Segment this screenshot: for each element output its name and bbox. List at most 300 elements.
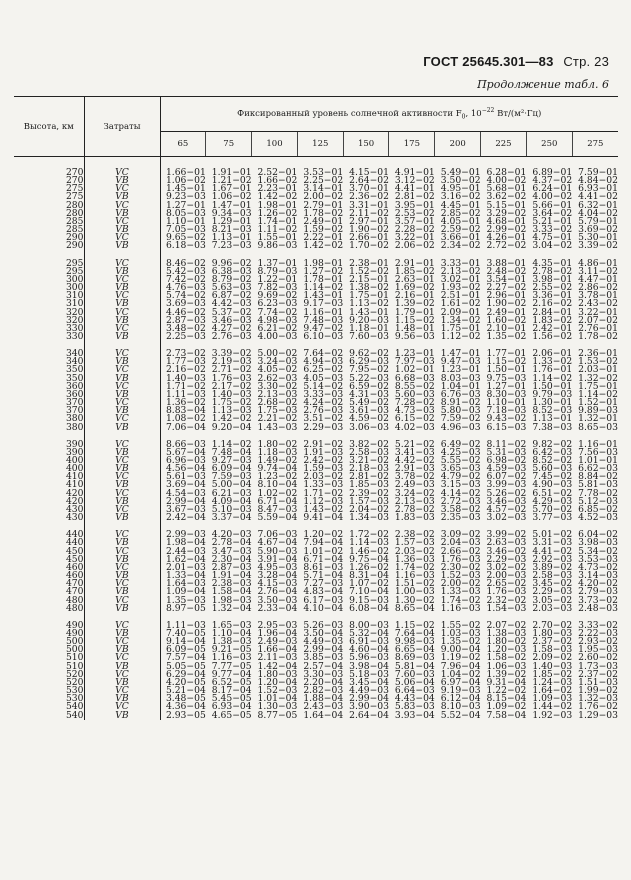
- value-cell: 6.12−04: [440, 693, 481, 705]
- costs-cell: VC: [84, 292, 160, 300]
- value-cell: 9.69−02: [257, 290, 298, 302]
- value-cell: 1.62−04: [165, 553, 206, 565]
- value-cell: 7.56−03: [578, 446, 618, 458]
- value-cell: 1.85−03: [349, 479, 389, 491]
- value-cell: 1.56−02: [532, 330, 573, 342]
- value-cell: 4.24−02: [303, 397, 344, 409]
- value-cell: 4.25−03: [440, 446, 481, 458]
- value-cell: 1.91−03: [303, 446, 344, 458]
- value-cell: 2.66−01: [349, 232, 389, 244]
- value-cell: 3.14−03: [578, 570, 618, 582]
- value-cell: 2.34−02: [440, 240, 481, 252]
- value-cell: 2.10−01: [486, 322, 527, 334]
- height-cell: 520: [14, 671, 84, 679]
- value-cell: 2.04−02: [349, 503, 389, 515]
- value-cell: 1.24−03: [532, 676, 573, 688]
- value-cell: 1.23−02: [257, 471, 298, 483]
- costs-cell: VC: [84, 185, 160, 193]
- value-cell: 3.37−04: [211, 512, 252, 524]
- value-cell: 7.28−02: [394, 397, 435, 409]
- value-cell: 5.60−03: [394, 388, 435, 400]
- value-cell: 1.80−02: [257, 438, 298, 450]
- value-cell: 6.71−04: [303, 553, 344, 565]
- value-cell: 4.26−01: [486, 232, 527, 244]
- value-cell: 6.71−04: [257, 495, 298, 507]
- value-cell: 4.20−03: [211, 529, 252, 541]
- costs-cell: VB: [84, 679, 160, 687]
- value-cell: 2.93−02: [578, 636, 618, 648]
- value-cell: 2.99−04: [303, 644, 344, 656]
- value-cell: 6.28−01: [486, 167, 527, 178]
- value-cell: 3.69−04: [165, 479, 206, 491]
- value-cell: 4.42−02: [394, 455, 435, 466]
- costs-column-header: Затраты: [84, 97, 160, 157]
- value-cell: 4.09−04: [211, 495, 252, 507]
- value-cell: 3.93−04: [394, 709, 435, 721]
- value-cell: 4.00−02: [532, 191, 573, 203]
- costs-cell: VC: [84, 654, 160, 662]
- value-cell: 3.14−01: [303, 183, 344, 195]
- value-cell: 1.93−02: [440, 282, 481, 294]
- value-cell: 8.05−03: [165, 207, 206, 219]
- value-cell: 2.60−02: [578, 652, 618, 664]
- value-cell: 2.64−04: [349, 709, 389, 721]
- value-cell: 4.41−02: [578, 191, 618, 203]
- value-cell: 7.58−04: [486, 709, 527, 721]
- value-cell: 3.22−01: [394, 232, 435, 244]
- value-cell: 2.49−03: [257, 636, 298, 648]
- value-cell: 3.41−03: [394, 446, 435, 458]
- value-cell: 2.07−02: [486, 619, 527, 631]
- value-cell: 1.04−02: [440, 668, 481, 680]
- value-cell: 5.21−01: [532, 215, 573, 227]
- value-cell: 2.38−02: [394, 529, 435, 541]
- value-cell: 4.84−02: [578, 175, 618, 187]
- value-cell: 1.29−03: [578, 709, 618, 721]
- value-cell: 2.15−01: [349, 273, 389, 285]
- value-cell: 1.55−02: [440, 619, 481, 631]
- value-cell: 6.62−03: [578, 463, 618, 475]
- value-cell: 9.56−03: [394, 330, 435, 342]
- height-cell: 390: [14, 441, 84, 449]
- value-cell: 1.57−03: [349, 495, 389, 507]
- costs-cell: VC: [84, 457, 160, 465]
- value-cell: 1.90−02: [349, 224, 389, 236]
- costs-cell: VC: [84, 415, 160, 423]
- flux-level-header: 275: [572, 132, 618, 157]
- value-cell: 2.64−02: [349, 175, 389, 187]
- value-cell: 2.70−02: [532, 619, 573, 631]
- height-cell: 290: [14, 234, 84, 242]
- value-cell: 4.59−03: [486, 463, 527, 475]
- value-cell: 1.09−02: [486, 701, 527, 713]
- value-cell: 1.42−04: [257, 660, 298, 672]
- costs-cell: VB: [84, 358, 160, 366]
- value-cell: 2.11−02: [349, 207, 389, 219]
- value-cell: 1.32−04: [211, 602, 252, 614]
- value-cell: 3.33−02: [578, 619, 618, 631]
- value-cell: 1.42−02: [211, 413, 252, 425]
- value-cell: 4.59−02: [349, 413, 389, 425]
- value-cell: 1.98−03: [211, 594, 252, 606]
- value-cell: 1.16−03: [394, 570, 435, 582]
- value-cell: 1.10−04: [211, 627, 252, 639]
- value-cell: 8.52−03: [532, 405, 573, 417]
- flux-level-header: 175: [389, 132, 435, 157]
- value-cell: 3.47−03: [211, 545, 252, 557]
- value-cell: 6.76−03: [440, 388, 481, 400]
- value-cell: 1.01−04: [257, 693, 298, 705]
- value-cell: 1.83−03: [394, 512, 435, 524]
- value-cell: 3.16−02: [440, 191, 481, 203]
- value-cell: 1.76−03: [211, 372, 252, 384]
- height-cell: 450: [14, 548, 84, 556]
- value-cell: 1.08−02: [165, 413, 206, 425]
- costs-cell: VC: [84, 548, 160, 556]
- value-cell: 4.15−01: [349, 167, 389, 178]
- value-cell: 8.30−03: [486, 388, 527, 400]
- table-row: [14, 712, 618, 720]
- value-cell: 2.84−01: [532, 306, 573, 318]
- value-cell: 2.76−04: [257, 586, 298, 598]
- value-cell: 1.51−02: [394, 578, 435, 590]
- value-cell: 6.29−04: [165, 668, 206, 680]
- value-cell: 1.13−03: [211, 405, 252, 417]
- value-cell: 2.35−03: [440, 512, 481, 524]
- value-cell: 3.91−04: [257, 553, 298, 565]
- costs-cell: VC: [84, 218, 160, 226]
- value-cell: 9.19−03: [440, 685, 481, 697]
- value-cell: 4.46−02: [165, 306, 206, 318]
- value-cell: 3.45−04: [349, 676, 389, 688]
- value-cell: 5.79−01: [578, 215, 618, 227]
- value-cell: 4.10−04: [303, 602, 344, 614]
- value-cell: 7.48−03: [303, 314, 344, 326]
- value-cell: 1.36−02: [165, 397, 206, 409]
- value-cell: 1.45−01: [165, 183, 206, 195]
- costs-cell: VC: [84, 234, 160, 242]
- value-cell: 3.05−02: [532, 594, 573, 606]
- value-cell: 2.43−03: [303, 701, 344, 713]
- costs-cell: VC: [84, 399, 160, 407]
- value-cell: 9.21−05: [211, 644, 252, 656]
- value-cell: 3.99−03: [486, 479, 527, 491]
- value-cell: 5.18−03: [349, 668, 389, 680]
- flux-span-header: [160, 97, 618, 132]
- costs-cell: VB: [84, 268, 160, 276]
- value-cell: 2.63−01: [394, 273, 435, 285]
- height-cell: 310: [14, 292, 84, 300]
- value-cell: 1.37−01: [257, 257, 298, 269]
- value-cell: 8.47−03: [257, 503, 298, 515]
- value-cell: 1.64−04: [303, 709, 344, 721]
- costs-cell: VB: [84, 695, 160, 703]
- value-cell: 2.96−01: [486, 290, 527, 302]
- value-cell: 5.10−03: [211, 503, 252, 515]
- value-cell: 2.79−03: [578, 586, 618, 598]
- height-cell: 300: [14, 284, 84, 292]
- value-cell: 1.27−01: [165, 199, 206, 211]
- value-cell: 4.95−01: [440, 183, 481, 195]
- costs-cell: VB: [84, 514, 160, 522]
- height-cell: 295: [14, 260, 84, 268]
- value-cell: 1.60−02: [486, 314, 527, 326]
- value-cell: 8.15−04: [486, 693, 527, 705]
- value-cell: 8.65−03: [578, 421, 618, 433]
- value-cell: 1.85−02: [394, 265, 435, 277]
- value-cell: 2.93−05: [165, 709, 206, 721]
- value-cell: 3.31−01: [349, 199, 389, 211]
- value-cell: 1.13−01: [211, 232, 252, 244]
- costs-cell: VB: [84, 193, 160, 201]
- value-cell: 2.36−02: [349, 191, 389, 203]
- value-cell: 1.40−03: [211, 388, 252, 400]
- value-cell: 9.62−02: [349, 348, 389, 360]
- value-cell: 1.33−04: [165, 570, 206, 582]
- value-cell: 1.33−02: [532, 356, 573, 368]
- costs-cell: VB: [84, 539, 160, 547]
- value-cell: 5.96−03: [349, 652, 389, 664]
- value-cell: 3.36−01: [532, 290, 573, 302]
- value-cell: 9.20−03: [349, 314, 389, 326]
- value-cell: 3.58−02: [440, 503, 481, 515]
- value-cell: 4.52−03: [578, 512, 618, 524]
- value-cell: 3.15−03: [440, 479, 481, 491]
- value-cell: 1.52−03: [440, 570, 481, 582]
- value-cell: 2.76−01: [578, 322, 618, 334]
- value-cell: 5.01−02: [532, 529, 573, 541]
- value-cell: 6.87−02: [211, 290, 252, 302]
- value-cell: 2.29−03: [486, 553, 527, 565]
- value-cell: 6.89−01: [532, 167, 573, 178]
- value-cell: 4.98−03: [257, 314, 298, 326]
- value-cell: 7.45−02: [532, 471, 573, 483]
- height-cell: 530: [14, 687, 84, 695]
- value-cell: 8.52−02: [532, 455, 573, 466]
- value-cell: 4.20−02: [578, 578, 618, 590]
- flux-span-units: Вт/(м²·Гц): [494, 109, 542, 120]
- costs-cell: VC: [84, 703, 160, 711]
- value-cell: 1.75−01: [578, 380, 618, 392]
- value-cell: 4.36−04: [165, 701, 206, 713]
- value-cell: 1.75−01: [349, 290, 389, 302]
- value-cell: 7.95−02: [349, 364, 389, 376]
- value-cell: 2.78−02: [532, 265, 573, 277]
- value-cell: 1.42−02: [257, 191, 298, 203]
- value-cell: 8.77−05: [257, 709, 298, 721]
- value-cell: 5.14−02: [303, 380, 344, 392]
- height-cell: 330: [14, 333, 84, 341]
- value-cell: 3.02−02: [486, 561, 527, 573]
- solar-activity-table: [14, 96, 618, 720]
- value-cell: 5.31−03: [486, 446, 527, 458]
- costs-cell: VB: [84, 317, 160, 325]
- costs-cell: VB: [84, 210, 160, 218]
- height-cell: 370: [14, 407, 84, 415]
- table-row: [14, 514, 618, 522]
- value-cell: 6.42−03: [532, 446, 573, 458]
- value-cell: 1.16−01: [303, 306, 344, 318]
- value-cell: 5.90−03: [257, 545, 298, 557]
- flux-level-header: 125: [297, 132, 343, 157]
- value-cell: 9.79−03: [532, 388, 573, 400]
- value-cell: 1.98−01: [303, 257, 344, 269]
- value-cell: 4.15−03: [257, 578, 298, 590]
- value-cell: 4.37−02: [532, 175, 573, 187]
- value-cell: 1.35−02: [486, 330, 527, 342]
- value-cell: 2.68−02: [257, 397, 298, 409]
- value-cell: 3.64−02: [532, 207, 573, 219]
- value-cell: 1.78−02: [578, 330, 618, 342]
- height-cell: 275: [14, 193, 84, 201]
- value-cell: 3.95−01: [394, 199, 435, 211]
- value-cell: 1.39−02: [394, 298, 435, 310]
- value-cell: 1.11−03: [165, 388, 206, 400]
- value-cell: 7.60−03: [349, 330, 389, 342]
- value-cell: 1.55−01: [257, 232, 298, 244]
- height-cell: 450: [14, 556, 84, 564]
- value-cell: 5.80−03: [440, 405, 481, 417]
- value-cell: 2.42−04: [165, 512, 206, 524]
- value-cell: 1.46−02: [349, 545, 389, 557]
- value-cell: 4.49−03: [303, 636, 344, 648]
- value-cell: 4.76−03: [165, 282, 206, 294]
- value-cell: 2.42−02: [303, 455, 344, 466]
- value-cell: 1.88−04: [303, 693, 344, 705]
- table-row: [14, 242, 618, 250]
- value-cell: 2.78−02: [394, 503, 435, 515]
- flux-level-header: 200: [435, 132, 481, 157]
- value-cell: 1.30−03: [257, 701, 298, 713]
- value-cell: 2.03−01: [578, 364, 618, 376]
- costs-cell: VC: [84, 309, 160, 317]
- value-cell: 5.26−02: [486, 487, 527, 499]
- value-cell: 6.59−02: [349, 380, 389, 392]
- value-cell: 2.63−03: [486, 537, 527, 549]
- value-cell: 7.96−04: [440, 660, 481, 672]
- value-cell: 3.28−04: [257, 570, 298, 582]
- value-cell: 6.93−04: [211, 701, 252, 713]
- value-cell: 3.88−01: [486, 257, 527, 269]
- costs-cell: VB: [84, 242, 160, 250]
- value-cell: 2.71−02: [211, 364, 252, 376]
- value-cell: 2.76−03: [211, 330, 252, 342]
- height-cell: 520: [14, 679, 84, 687]
- value-cell: 5.70−02: [532, 503, 573, 515]
- value-cell: 1.01−02: [303, 545, 344, 557]
- value-cell: 5.63−03: [211, 282, 252, 294]
- height-cell: 410: [14, 473, 84, 481]
- value-cell: 1.58−03: [532, 644, 573, 656]
- value-cell: 1.19−02: [440, 652, 481, 664]
- value-cell: 1.01−01: [578, 455, 618, 466]
- costs-cell: VB: [84, 572, 160, 580]
- value-cell: 3.78−02: [394, 471, 435, 483]
- value-cell: 3.62−02: [486, 191, 527, 203]
- value-cell: 2.57−04: [303, 660, 344, 672]
- value-cell: 1.65−03: [211, 619, 252, 631]
- value-cell: 2.99−04: [165, 495, 206, 507]
- value-cell: 2.91−01: [394, 257, 435, 269]
- height-cell: 460: [14, 572, 84, 580]
- value-cell: 6.09−04: [211, 463, 252, 475]
- value-cell: 1.76−03: [486, 586, 527, 598]
- costs-cell: VC: [84, 597, 160, 605]
- value-cell: 8.55−02: [394, 380, 435, 392]
- value-cell: 1.66−02: [257, 175, 298, 187]
- value-cell: 6.98−02: [486, 455, 527, 466]
- height-cell: 350: [14, 366, 84, 374]
- costs-cell: VB: [84, 424, 160, 432]
- value-cell: 1.76−01: [532, 364, 573, 376]
- value-cell: 2.22−03: [578, 627, 618, 639]
- height-cell: 430: [14, 514, 84, 522]
- value-cell: 8.00−03: [349, 619, 389, 631]
- value-cell: 5.12−03: [578, 495, 618, 507]
- value-cell: 5.06−04: [394, 676, 435, 688]
- value-cell: 6.18−03: [165, 240, 206, 252]
- value-cell: 2.28−02: [394, 224, 435, 236]
- value-cell: 2.06−02: [394, 240, 435, 252]
- value-cell: 4.49−03: [349, 685, 389, 697]
- value-cell: 6.09−05: [165, 644, 206, 656]
- value-cell: 3.77−03: [532, 512, 573, 524]
- value-cell: 1.47−01: [211, 199, 252, 211]
- value-cell: 4.31−03: [349, 388, 389, 400]
- value-cell: 7.42−02: [165, 273, 206, 285]
- value-cell: 1.16−03: [211, 652, 252, 664]
- value-cell: 2.58−03: [349, 446, 389, 458]
- value-cell: 2.85−02: [440, 207, 481, 219]
- height-cell: 285: [14, 218, 84, 226]
- height-cell: 340: [14, 350, 84, 358]
- value-cell: 6.24−01: [532, 183, 573, 195]
- value-cell: 1.73−03: [578, 660, 618, 672]
- value-cell: 9.17−03: [303, 298, 344, 310]
- value-cell: 1.49−02: [257, 455, 298, 466]
- height-cell: 290: [14, 242, 84, 250]
- value-cell: 3.30−02: [257, 380, 298, 392]
- value-cell: 3.69−02: [578, 224, 618, 236]
- value-cell: 3.51−02: [303, 413, 344, 425]
- value-cell: 5.49−01: [440, 167, 481, 178]
- value-cell: 3.90−03: [349, 701, 389, 713]
- value-cell: 4.00−03: [257, 330, 298, 342]
- costs-cell: VB: [84, 481, 160, 489]
- value-cell: 2.53−02: [394, 207, 435, 219]
- value-cell: 1.48−01: [394, 322, 435, 334]
- value-cell: 4.90−03: [532, 479, 573, 491]
- value-cell: 1.21−02: [211, 175, 252, 187]
- value-cell: 4.02−03: [394, 421, 435, 433]
- value-cell: 8.11−02: [486, 438, 527, 450]
- value-cell: 4.96−03: [440, 421, 481, 433]
- value-cell: 7.18−03: [486, 405, 527, 417]
- costs-cell: VC: [84, 687, 160, 695]
- height-cell: 400: [14, 457, 84, 465]
- value-cell: 6.15−02: [394, 413, 435, 425]
- value-cell: 3.98−04: [349, 660, 389, 672]
- value-cell: 8.10−04: [257, 479, 298, 491]
- value-cell: 3.50−04: [303, 627, 344, 639]
- value-cell: 7.38−03: [532, 421, 573, 433]
- value-cell: 1.61−02: [440, 298, 481, 310]
- value-cell: 4.35−01: [532, 257, 573, 269]
- value-cell: 2.91−03: [394, 463, 435, 475]
- value-cell: 5.66−01: [532, 199, 573, 211]
- value-cell: 7.59−01: [578, 167, 618, 178]
- height-cell: 490: [14, 622, 84, 630]
